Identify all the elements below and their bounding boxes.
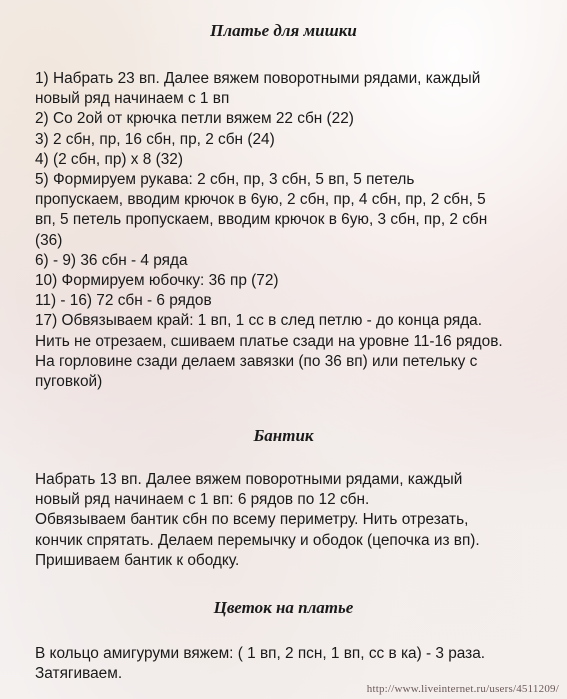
- section-body-bow: [35, 470, 560, 571]
- instruction-line: 2) Со 2ой от крючка петли вяжем 22 сбн (22): [35, 110, 354, 128]
- instruction-line: 3) 2 сбн, пр, 16 сбн, пр, 2 сбн (24): [35, 130, 275, 148]
- section-title-dress: Платье для мишки: [210, 21, 357, 40]
- instruction-line: 1) Набрать 23 вп. Далее вяжем поворотными рядами, каждый новый ряд начинаем с 1 вп: [35, 70, 481, 108]
- instruction-line: В кольцо амигуруми вяжем: ( 1 вп, 2 псн, 1 вп, сс в ка) - 3 раза. Затягиваем.: [35, 645, 486, 683]
- section-body-flower: [35, 644, 560, 684]
- watermark-url: http://www.liveinternet.ru/users/4511209/: [366, 683, 559, 695]
- instruction-line: 6) - 9) 36 сбн - 4 ряда: [35, 251, 188, 269]
- instruction-line: 17) Обвязываем край: 1 вп, 1 сс в след петлю - до конца ряда. Нить не отрезаем, сшиваем платье сзади на уровне 11-16 рядов. На горловине сзади делаем завязки (по 36 вп) или петельку с пуговкой): [35, 312, 503, 391]
- section-body-dress: [35, 69, 560, 392]
- instruction-line: 4) (2 сбн, пр) x 8 (32): [35, 150, 183, 168]
- instruction-line: 10) Формируем юбочку: 36 пр (72): [35, 272, 279, 290]
- section-title-bow: Бантик: [253, 426, 314, 445]
- instruction-line: 11) - 16) 72 сбн - 6 рядов: [35, 292, 212, 310]
- instruction-line: Набрать 13 вп. Далее вяжем поворотными рядами, каждый новый ряд начинаем с 1 вп: 6 рядов по 12 сбн. Обвязываем бантик сбн по всему периметру. Нить отрезать, кончик спрятать. Делаем перемычку и ободок (цепочка из вп). Пришиваем бантик к ободку.: [35, 471, 480, 569]
- instruction-line: 5) Формируем рукава: 2 сбн, пр, 3 сбн, 5 вп, 5 петель пропускаем, вводим крючок в 6ую, 2 сбн, пр, 4 сбн, пр, 2 сбн, 5 вп, 5 петель пропускаем, вводим крючок в 6ую, 3 сбн, пр, 2 сбн (36): [35, 171, 488, 249]
- section-title-flower: Цветок на платье: [213, 598, 354, 617]
